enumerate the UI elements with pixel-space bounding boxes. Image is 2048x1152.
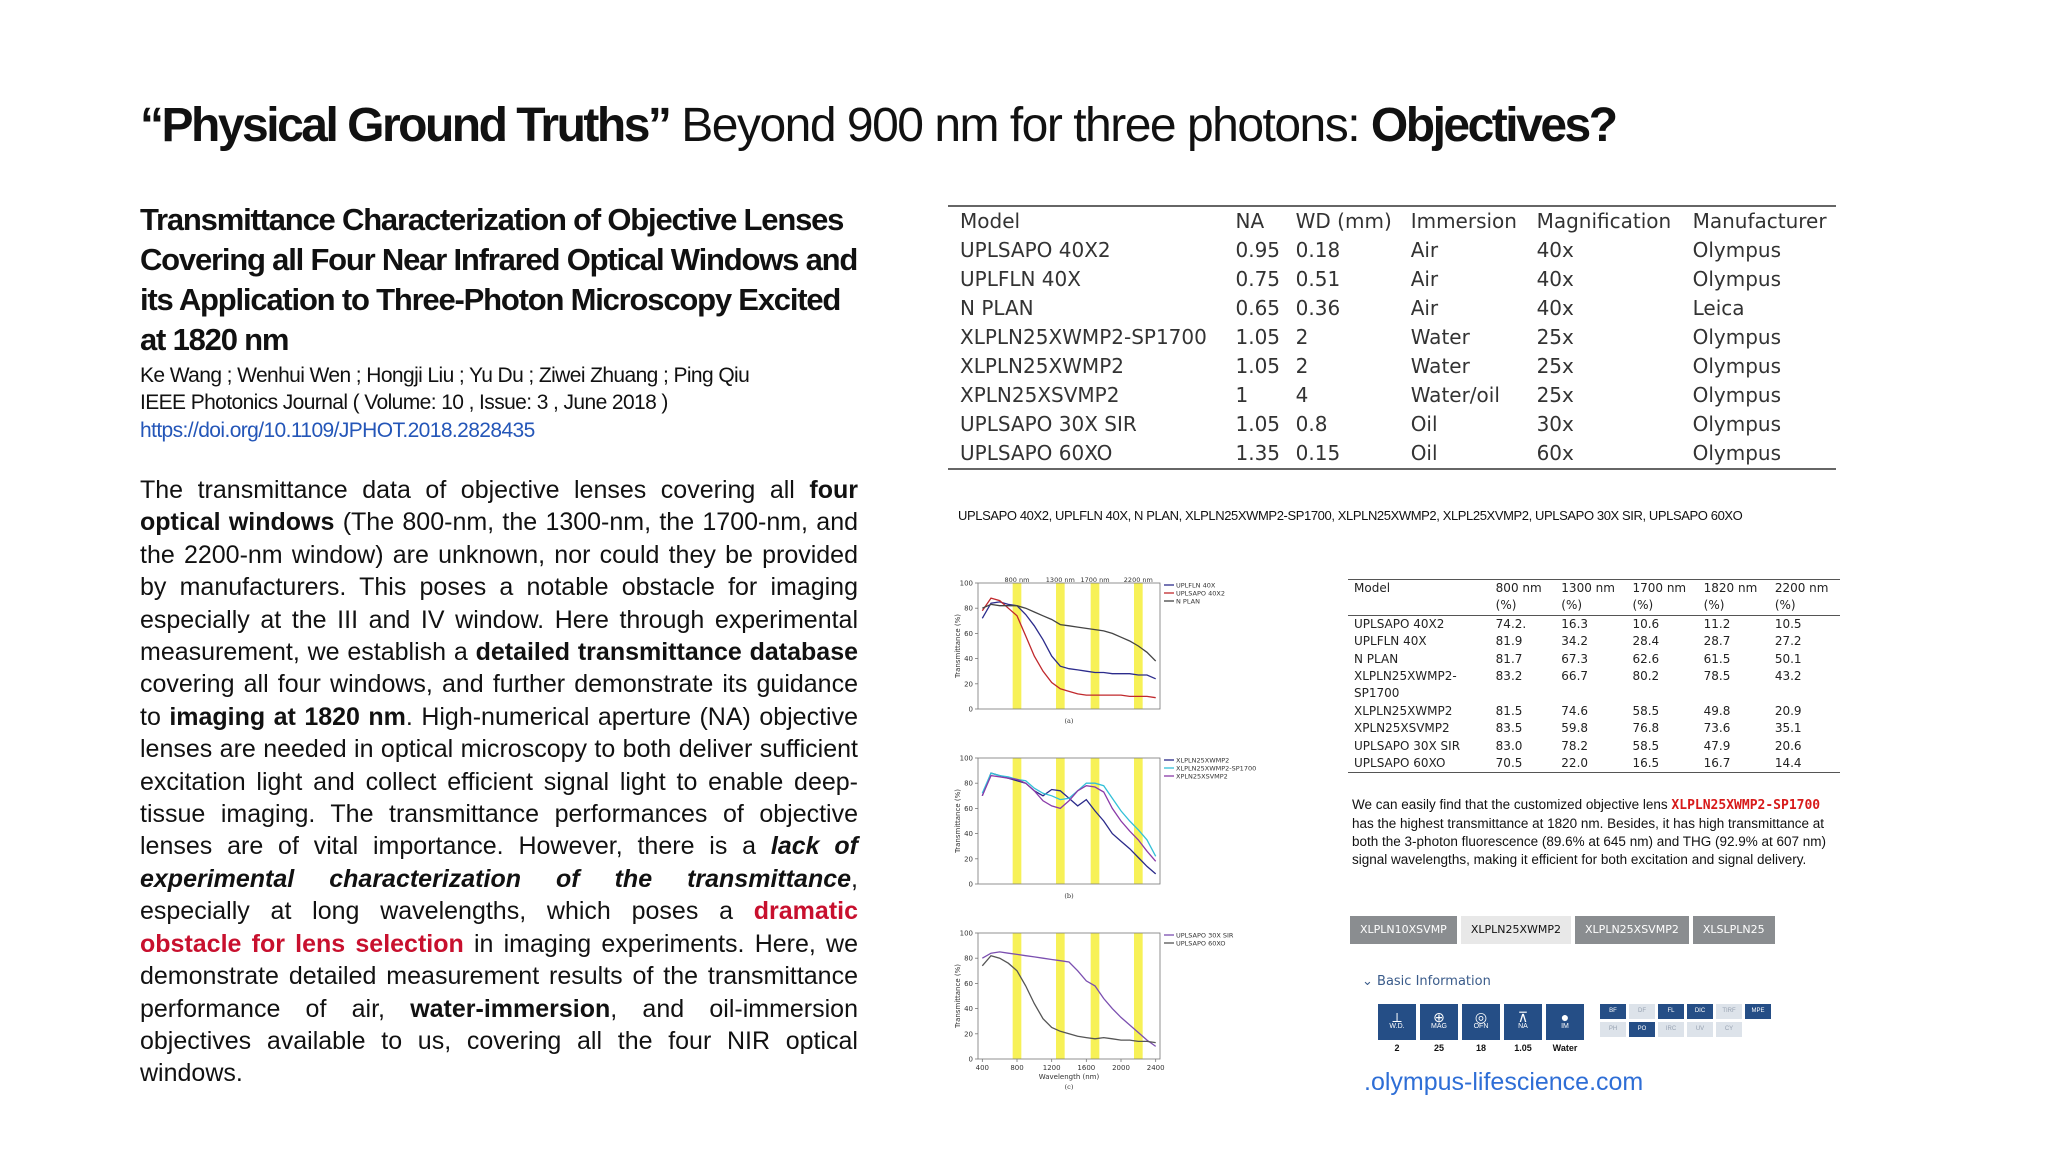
table-cell: 0.75 <box>1235 267 1281 291</box>
table-cell: 1.05 <box>1235 412 1281 436</box>
table-cell: 25x <box>1536 325 1574 349</box>
objective-note: We can easily find that the customized objective lens XLPLN25XWMP2-SP1700 has the highest transmittance at 1820 nm. Besides, it has high transmittance at both the 3-photon fluorescence (89.6% at 645 nm) and THG (92.9% at 607 nm) signal wavelengths, making it efficient for both excitation and signal delivery. <box>1352 797 1827 867</box>
spec-item <box>1378 1004 1416 1053</box>
legend-label: UPLFLN 40X <box>1176 581 1216 590</box>
table-row <box>948 381 1836 410</box>
legend-label: XLPLN25XWMP2-SP1700 <box>1176 764 1257 773</box>
table-cell: 25x <box>1536 383 1574 407</box>
method-badge: UV <box>1687 1022 1713 1037</box>
method-badge: IRC <box>1658 1022 1684 1037</box>
abstract-paragraph: The transmittance data of objective lenses covering all four optical windows (The 800-nm, the 1300-nm, the 1700-nm, and the 2200-nm window) are unknown, nor could they be provided by manufacturers. This poses a notable obstacle for imaging especially at the III and IV window. Here through experimental measurement, we establish a detailed transmittance database covering all four windows, and further demonstrate its guidance to imaging at 1820 nm. High-numerical aperture (NA) objective lenses are needed in optical microscopy to both deliver sufficient excitation light and collect efficient signal light to enable deep-tissue imaging. The transmittance performances of objective lenses are of vital importance. However, there is a lack of experimental characterization of the transmittance, especially at long wavelengths, which poses a dramatic obstacle for lens selection in imaging experiments. Here, we demonstrate detailed measurement results of the transmittance performance of air, water-immersion, and oil-immersion objectives available to us, covering all the four NIR optical windows. <box>140 476 858 1088</box>
table-cell: 81.5 <box>1495 703 1523 718</box>
window-band <box>1056 933 1065 1059</box>
spec-label: MAG <box>1431 1023 1447 1030</box>
y-tick-label: 40 <box>964 1005 973 1014</box>
mt-header: Magnification <box>1525 206 1681 236</box>
series-line <box>982 773 1155 874</box>
legend-label: XPLN25XSVMP2 <box>1176 772 1228 781</box>
table-cell: Olympus <box>1692 412 1782 436</box>
table-row <box>948 410 1836 439</box>
table-cell: 83.5 <box>1495 721 1523 736</box>
plot-frame <box>978 583 1160 709</box>
tt-header: Model <box>1348 580 1490 616</box>
tt-header: 2200 nm (%) <box>1769 580 1840 616</box>
window-band <box>1091 583 1100 709</box>
table-cell: 83.0 <box>1495 738 1523 753</box>
tt-header: 800 nm (%) <box>1490 580 1556 616</box>
table-cell: 10.6 <box>1632 616 1660 631</box>
method-badge: MPE <box>1745 1004 1771 1019</box>
x-tick-label: 800 <box>1010 1064 1024 1072</box>
x-tick-label: 2400 <box>1146 1064 1165 1072</box>
mt-header: Immersion <box>1399 206 1525 236</box>
table-cell: 40x <box>1536 296 1574 320</box>
table-cell: 60x <box>1525 439 1681 469</box>
basic-information-toggle[interactable]: ⌄ Basic Information <box>1362 974 1491 989</box>
method-badge: CY <box>1716 1022 1742 1037</box>
table-cell: 40x <box>1536 267 1574 291</box>
y-tick-label: 80 <box>964 604 973 613</box>
table-cell: 0.65 <box>1235 296 1281 320</box>
table-cell: 20.9 <box>1774 703 1802 718</box>
table-cell: 16.5 <box>1626 755 1697 773</box>
table-row <box>1348 720 1840 737</box>
spec-value: Water <box>1552 1043 1578 1053</box>
y-tick-label: 0 <box>968 1055 973 1064</box>
transmittance-table <box>1348 579 1840 773</box>
table-cell: 81.7 <box>1495 651 1523 666</box>
table-cell: 78.5 <box>1703 669 1731 684</box>
table-cell: 43.2 <box>1774 669 1802 684</box>
table-row <box>1348 755 1840 773</box>
table-cell: UPLSAPO 30X SIR <box>1354 738 1461 753</box>
table-cell: 11.2 <box>1703 616 1731 631</box>
spec-value: 1.05 <box>1514 1043 1532 1053</box>
table-cell: 66.7 <box>1561 669 1589 684</box>
panel-label: (b) <box>1064 892 1074 900</box>
spec-icons <box>1378 1004 1588 1053</box>
paper-authors: Ke Wang ; Wenhui Wen ; Hongji Liu ; Yu Du ; Ziwei Zhuang ; Ping Qiu <box>140 364 750 387</box>
x-tick-label: 1600 <box>1077 1064 1096 1072</box>
table-cell: 1.05 <box>1235 354 1281 378</box>
table-cell: 0.36 <box>1295 296 1341 320</box>
immersion-icon-glyph: ● <box>1560 1009 1570 1025</box>
table-cell: 81.9 <box>1495 634 1523 649</box>
table-cell: 28.7 <box>1703 634 1731 649</box>
product-tab[interactable]: XLPLN25XWMP2 <box>1461 916 1571 944</box>
spec-value: 2 <box>1394 1043 1400 1053</box>
y-tick-label: 60 <box>964 979 973 988</box>
legend-label: UPLSAPO 60XO <box>1176 939 1226 948</box>
table-cell: 76.8 <box>1632 721 1660 736</box>
table-cell: Leica <box>1692 296 1745 320</box>
table-cell: 4 <box>1295 383 1309 407</box>
method-badge: FL <box>1658 1004 1684 1019</box>
series-line <box>982 773 1155 856</box>
panel-label: (c) <box>1064 1083 1074 1091</box>
table-cell: Water <box>1410 354 1470 378</box>
table-row <box>948 439 1836 469</box>
table-cell: Olympus <box>1692 267 1782 291</box>
table-caption: UPLSAPO 40X2, UPLFLN 40X, N PLAN, XLPLN25XWMP2-SP1700, XLPLN25XWMP2, XLPL25XVMP2, UPLSAPO 30X SIR, UPLSAPO 60XO <box>958 508 1743 523</box>
series-line <box>982 952 1155 1047</box>
tt-header: 1300 nm (%) <box>1555 580 1626 616</box>
table-cell: XPLN25XSVMP2 <box>960 383 1120 407</box>
table-row <box>1348 668 1840 703</box>
spec-item <box>1546 1004 1584 1053</box>
table-row <box>1348 703 1840 720</box>
y-tick-label: 100 <box>959 754 973 763</box>
table-row <box>1348 738 1840 755</box>
table-cell: XLPLN25XWMP2 <box>1354 703 1453 718</box>
table-cell: UPLFLN 40X <box>960 267 1081 291</box>
wd-icon-glyph: ⟂ <box>1392 1009 1402 1025</box>
table-cell: 74.6 <box>1561 703 1589 718</box>
series-line <box>982 598 1155 698</box>
table-cell: 49.8 <box>1703 703 1731 718</box>
table-cell: 30x <box>1536 412 1574 436</box>
product-tab[interactable]: XLSLPLN25 <box>1693 916 1775 944</box>
table-cell: Air <box>1410 296 1439 320</box>
window-band <box>1056 758 1065 884</box>
table-cell: Water/oil <box>1410 383 1500 407</box>
window-label: 2200 nm <box>1123 576 1153 584</box>
window-band <box>1091 933 1100 1059</box>
table-cell: Oil <box>1410 412 1438 436</box>
mt-header: NA <box>1223 206 1283 236</box>
table-cell: XLPLN25XWMP2 <box>960 354 1124 378</box>
table-cell: 25x <box>1536 354 1574 378</box>
table-cell: 0.15 <box>1284 439 1399 469</box>
na-icon-glyph: ⊼ <box>1517 1009 1529 1025</box>
table-cell: 73.6 <box>1703 721 1731 736</box>
table-cell: Olympus <box>1692 325 1782 349</box>
paper-journal: IEEE Photonics Journal ( Volume: 10 , Issue: 3 , June 2018 ) <box>140 391 668 414</box>
y-tick-label: 80 <box>964 954 973 963</box>
table-cell: 0.95 <box>1235 238 1281 262</box>
product-tabs <box>1350 916 1779 946</box>
table-cell: XLPLN25XWMP2-SP1700 <box>1354 669 1457 701</box>
table-cell: 10.5 <box>1774 616 1802 631</box>
y-tick-label: 100 <box>959 929 973 938</box>
window-label: 1700 nm <box>1080 576 1110 584</box>
window-band <box>1134 758 1143 884</box>
legend-label: UPLSAPO 40X2 <box>1176 589 1225 598</box>
product-tab[interactable]: XLPLN10XSVMP <box>1350 916 1457 944</box>
magnification-icon-glyph: ⊕ <box>1433 1009 1445 1025</box>
mt-header: Manufacturer <box>1681 206 1836 236</box>
mt-header: Model <box>948 206 1223 236</box>
magnification-icon <box>1420 1004 1458 1040</box>
table-cell: Air <box>1410 238 1439 262</box>
table-row <box>948 352 1836 381</box>
y-tick-label: 20 <box>964 855 973 864</box>
doi-link[interactable]: https://doi.org/10.1109/JPHOT.2018.2828435 <box>140 419 535 442</box>
table-cell: 1.35 <box>1223 439 1283 469</box>
table-cell: Water <box>1410 325 1470 349</box>
spec-label: OFN <box>1473 1023 1489 1030</box>
table-cell: Olympus <box>1692 383 1782 407</box>
ofn-icon-glyph: ◎ <box>1474 1009 1488 1025</box>
spec-label: IM <box>1561 1023 1569 1030</box>
table-cell: 74.2. <box>1495 616 1527 631</box>
x-tick-label: 2000 <box>1112 1064 1130 1072</box>
table-cell: 34.2 <box>1561 634 1589 649</box>
method-badge: BF <box>1600 1004 1626 1019</box>
immersion-icon <box>1546 1004 1584 1040</box>
slide-title: “Physical Ground Truths” Beyond 900 nm for three photons: Objectives? <box>140 99 1616 152</box>
ofn-icon <box>1462 1004 1500 1040</box>
table-cell: 78.2 <box>1561 738 1589 753</box>
window-band <box>1013 583 1022 709</box>
objective-specs-table <box>948 205 1836 470</box>
table-row <box>1348 633 1840 650</box>
tt-header: 1820 nm (%) <box>1698 580 1769 616</box>
spec-label: NA <box>1518 1023 1528 1030</box>
table-cell: UPLSAPO 60XO <box>1348 755 1490 773</box>
table-cell: XPLN25XSVMP2 <box>1354 721 1450 736</box>
method-badge: PO <box>1629 1022 1655 1037</box>
x-tick-label: 400 <box>975 1064 990 1072</box>
table-cell: UPLSAPO 30X SIR <box>960 412 1137 436</box>
table-cell: 2 <box>1295 325 1309 349</box>
method-badge: DIC <box>1687 1004 1713 1019</box>
y-axis-label: Transmittance (%) <box>954 614 962 678</box>
table-row <box>1348 615 1840 633</box>
table-cell: N PLAN <box>1354 651 1399 666</box>
table-cell: UPLSAPO 40X2 <box>1354 616 1445 631</box>
table-cell: Olympus <box>1692 354 1782 378</box>
table-cell: 83.2 <box>1495 669 1523 684</box>
y-tick-label: 0 <box>968 880 973 889</box>
y-tick-label: 0 <box>968 705 973 714</box>
y-tick-label: 60 <box>964 804 973 813</box>
table-cell: 22.0 <box>1555 755 1626 773</box>
table-row <box>948 294 1836 323</box>
legend-label: XLPLN25XWMP2 <box>1176 756 1230 765</box>
spec-item <box>1420 1004 1458 1053</box>
table-cell: 61.5 <box>1703 651 1731 666</box>
table-row <box>948 236 1836 265</box>
window-band <box>1013 933 1022 1059</box>
table-cell: 16.7 <box>1698 755 1769 773</box>
product-tab[interactable]: XLPLN25XSVMP2 <box>1575 916 1689 944</box>
y-axis-label: Transmittance (%) <box>954 964 962 1028</box>
y-tick-label: 80 <box>964 779 973 788</box>
table-cell: 47.9 <box>1703 738 1731 753</box>
table-cell: N PLAN <box>960 296 1034 320</box>
spec-value: 25 <box>1433 1043 1444 1053</box>
table-cell: 14.4 <box>1769 755 1840 773</box>
y-tick-label: 40 <box>964 830 973 839</box>
y-tick-label: 20 <box>964 680 973 689</box>
table-cell: Olympus <box>1692 238 1782 262</box>
table-cell: 16.3 <box>1561 616 1589 631</box>
table-cell: 27.2 <box>1774 634 1802 649</box>
window-band <box>1013 758 1022 884</box>
table-row <box>948 265 1836 294</box>
transmittance-chart-a <box>952 575 1312 745</box>
transmittance-chart-b <box>952 750 1312 920</box>
x-tick-label: 1200 <box>1042 1064 1061 1072</box>
x-axis-label: Wavelength (nm) <box>1038 1073 1100 1081</box>
window-label: 800 nm <box>1004 576 1030 584</box>
table-cell: 70.5 <box>1490 755 1556 773</box>
method-badge: DF <box>1629 1004 1655 1019</box>
table-row <box>948 323 1836 352</box>
method-badge: PH <box>1600 1022 1626 1037</box>
table-cell: Oil <box>1399 439 1525 469</box>
transmittance-chart-c <box>952 925 1312 1110</box>
spec-item <box>1504 1004 1542 1053</box>
na-icon <box>1504 1004 1542 1040</box>
table-cell: UPLFLN 40X <box>1354 634 1427 649</box>
table-cell: 0.8 <box>1295 412 1328 436</box>
table-cell: 35.1 <box>1774 721 1802 736</box>
window-band <box>1134 933 1143 1059</box>
spec-value: 18 <box>1475 1043 1486 1053</box>
table-cell: 0.51 <box>1295 267 1341 291</box>
table-cell: 62.6 <box>1632 651 1660 666</box>
tt-header: 1700 nm (%) <box>1626 580 1697 616</box>
table-cell: 28.4 <box>1632 634 1660 649</box>
table-row <box>1348 651 1840 668</box>
paper-title: Transmittance Characterization of Objective Lenses Covering all Four Near Infrared Optical Windows and its Application to Three-Photon Microscopy Excited at 1820 nm <box>140 202 858 357</box>
table-cell: XLPLN25XWMP2-SP1700 <box>960 325 1207 349</box>
series-line <box>982 604 1155 661</box>
table-cell: 67.3 <box>1561 651 1589 666</box>
table-cell: 50.1 <box>1774 651 1802 666</box>
olympus-site-link[interactable]: .olympus-lifescience.com <box>1364 1068 1644 1096</box>
table-cell: 58.5 <box>1632 703 1660 718</box>
spec-label: W.D. <box>1389 1023 1405 1030</box>
table-cell: 2 <box>1295 354 1309 378</box>
method-badge: TIRF <box>1716 1004 1742 1019</box>
y-tick-label: 60 <box>964 629 973 638</box>
legend-label: N PLAN <box>1176 597 1200 606</box>
wd-icon <box>1378 1004 1416 1040</box>
legend-label: UPLSAPO 30X SIR <box>1176 931 1234 940</box>
window-band <box>1091 758 1100 884</box>
series-line <box>982 956 1155 1043</box>
y-axis-label: Transmittance (%) <box>954 789 962 853</box>
panel-label: (a) <box>1064 717 1074 725</box>
y-tick-label: 20 <box>964 1030 973 1039</box>
table-cell: 1.05 <box>1235 325 1281 349</box>
table-cell: Air <box>1410 267 1439 291</box>
table-cell: Olympus <box>1681 439 1836 469</box>
y-tick-label: 40 <box>964 655 973 664</box>
table-cell: 1 <box>1235 383 1249 407</box>
table-cell: 40x <box>1536 238 1574 262</box>
window-label: 1300 nm <box>1045 576 1075 584</box>
spec-item <box>1462 1004 1500 1053</box>
table-cell: UPLSAPO 60XO <box>948 439 1223 469</box>
table-cell: UPLSAPO 40X2 <box>960 238 1111 262</box>
table-cell: 80.2 <box>1632 669 1660 684</box>
y-tick-label: 100 <box>959 579 973 588</box>
table-cell: 59.8 <box>1561 721 1589 736</box>
table-cell: 20.6 <box>1774 738 1802 753</box>
table-cell: 0.18 <box>1295 238 1341 262</box>
mt-header: WD (mm) <box>1284 206 1399 236</box>
observation-methods-grid <box>1600 1004 1771 1037</box>
table-cell: 58.5 <box>1632 738 1660 753</box>
